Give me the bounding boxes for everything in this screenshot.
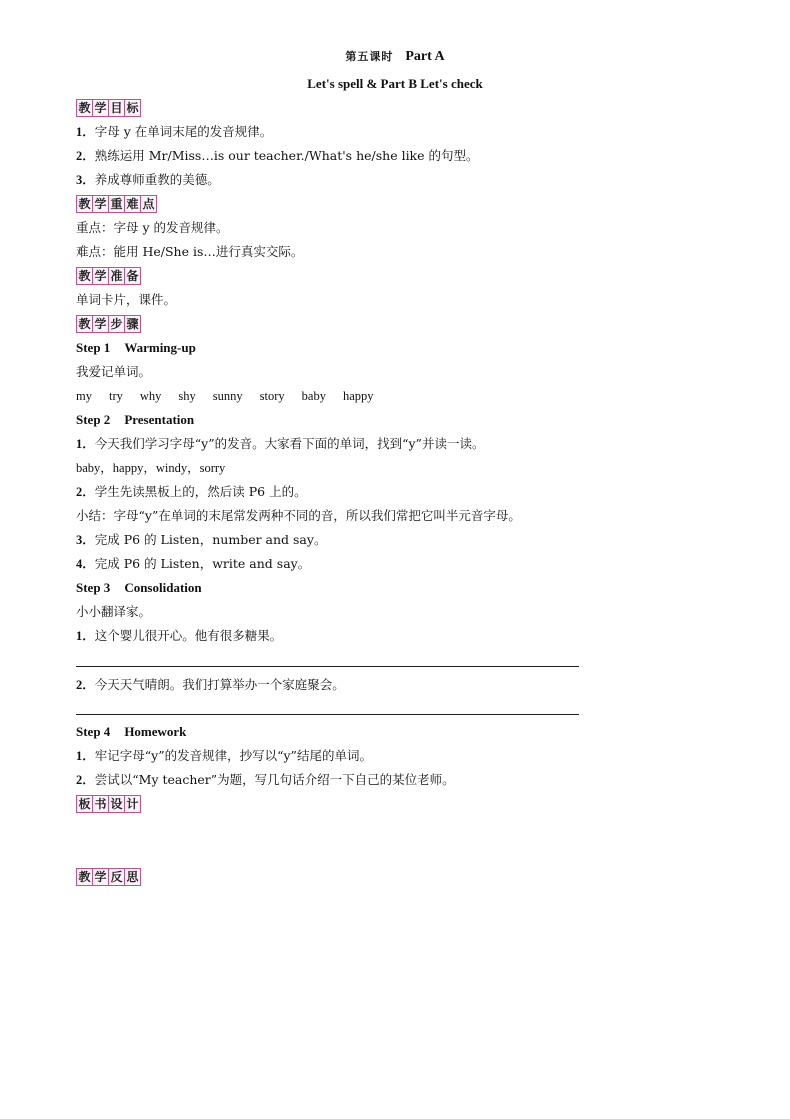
step3-item: 1．这个婴儿很开心。他有很多糖果。 [76,628,283,643]
step2-item: 1．今天我们学习字母“y”的发音。大家看下面的单词，找到“y”并读一读。 [76,436,485,451]
difficult-point: 难点：能用 He/She is…进行真实交际。 [76,244,304,259]
section-header-board: 板 书 设 计 [76,795,140,813]
step2-words: baby，happy，windy，sorry [76,461,226,475]
step-heading: Step 4 Homework [76,724,187,739]
step-heading: Step 2 Presentation [76,412,195,427]
prep-text: 单词卡片，课件。 [76,292,177,307]
step3-item: 2．今天天气晴朗。我们打算举办一个家庭聚会。 [76,677,345,692]
step2-item: 2．学生先读黑板上的，然后读 P6 上的。 [76,484,307,499]
section-header-steps: 教 学 步 骤 [76,315,140,333]
step-heading: Step 1 Warming-up [76,340,196,355]
section-header-reflect: 教 学 反 思 [76,868,140,886]
goal-item: 3．养成尊师重教的美德。 [76,172,220,187]
step2-item: 3．完成 P6 的 Listen，number and say。 [76,532,327,547]
lesson-title [0,48,790,65]
word-list: my try why shy sunny story baby happy [76,389,374,403]
step1-intro: 我爱记单词。 [76,364,152,379]
section-header-prep: 教 学 准 备 [76,267,140,285]
answer-line [76,714,579,715]
key-point: 重点：字母 y 的发音规律。 [76,220,229,235]
lesson-number: 第五课时 [345,51,394,63]
lesson-subtitle: Let's spell & Part B Let's check [307,76,483,91]
step2-summary: 小结：字母“y”在单词的末尾常发两种不同的音，所以我们常把它叫半元音字母。 [76,508,521,523]
answer-line [76,666,579,667]
goal-item: 1．字母 y 在单词末尾的发音规律。 [76,124,273,139]
step3-intro: 小小翻译家。 [76,604,152,619]
lesson-part: Part A [405,49,445,64]
section-header-keypoints: 教 学 重 难 点 [76,195,156,213]
step4-item: 1．牢记字母“y”的发音规律，抄写以“y”结尾的单词。 [76,748,372,763]
step2-item: 4．完成 P6 的 Listen，write and say。 [76,556,311,571]
section-header-goals: 教 学 目 标 [76,99,140,117]
step4-item: 2．尝试以“My teacher”为题，写几句话介绍一下自己的某位老师。 [76,772,455,787]
step-heading: Step 3 Consolidation [76,580,202,595]
goal-item: 2．熟练运用 Mr/Miss…is our teacher./What's he/she like 的句型。 [76,148,479,163]
